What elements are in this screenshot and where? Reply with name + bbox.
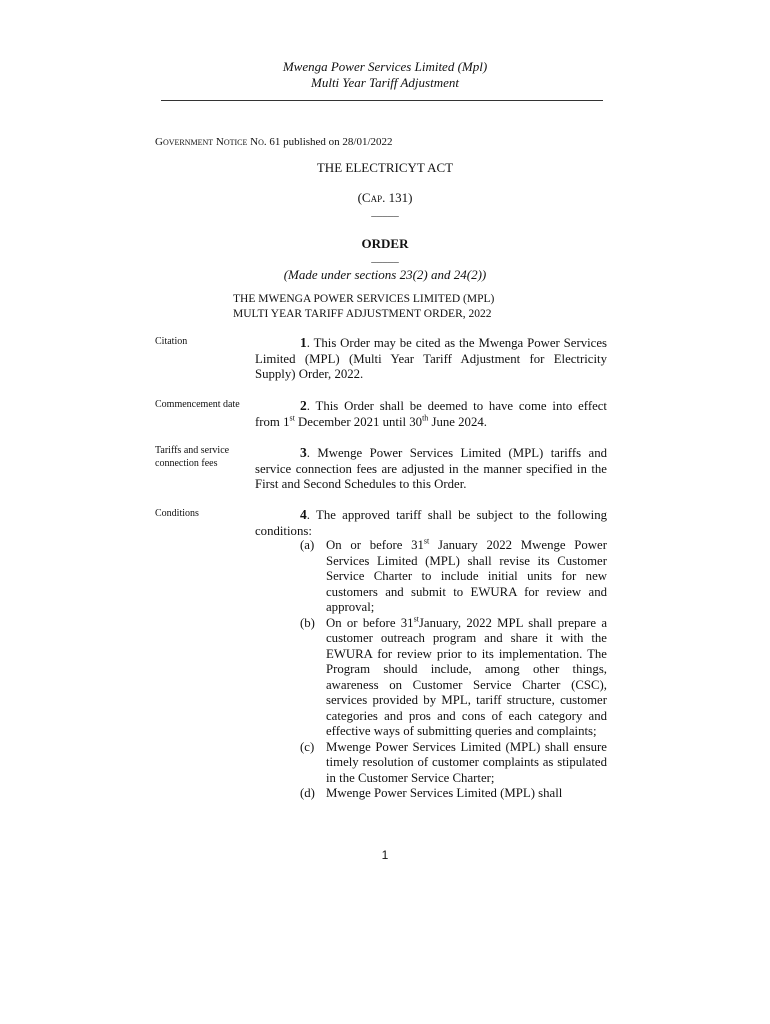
condition-text: January 2022 Mwenge Power Services Limited (MPL) shall revise its Customer Service Charter to include initial units for new customers and submit to EWURA for review and approval; xyxy=(326,538,607,614)
ordinal-suffix: st xyxy=(423,536,430,546)
margin-note-conditions: Conditions xyxy=(155,508,199,519)
condition-text: On or before 31 xyxy=(326,615,414,630)
condition-item xyxy=(300,538,607,616)
cap-label: Cap. xyxy=(361,190,386,205)
condition-item xyxy=(300,616,607,740)
section-text: . This Order shall be deemed to have come into effect from 1 xyxy=(255,399,607,429)
condition-label: (b) xyxy=(300,615,315,630)
condition-text: January, 2022 MPL shall prepare a customer outreach program and share it with the EWURA for review prior to its implementation. The Program should include, among other things, awareness on Customer Service Charter (CSC), services provided by MPL, tariff structure, customer categories and pros and cons of each category and effective ways of submitting queries and complaints; xyxy=(326,615,607,738)
order-title-line: MULTI YEAR TARIFF ADJUSTMENT ORDER, 2022 xyxy=(233,308,492,320)
condition-label: (c) xyxy=(300,739,315,754)
condition-label: (a) xyxy=(300,538,315,552)
ordinal-suffix: st xyxy=(289,413,295,423)
cap-open: ( xyxy=(357,190,362,205)
section-text: . Mwenge Power Services Limited (MPL) tariffs and service connection fees are adjusted in the manner specified in the First and Second Schedules to this Order. xyxy=(255,446,607,491)
government-notice xyxy=(155,136,393,148)
section-commencement xyxy=(255,398,607,430)
section-conditions xyxy=(255,507,607,539)
ordinal-suffix: st xyxy=(413,614,419,624)
running-header-title: Mwenga Power Services Limited (Mpl) xyxy=(282,59,488,74)
order-title-line: THE MWENGA POWER SERVICES LIMITED (MPL) xyxy=(233,293,495,305)
cap-number: 131) xyxy=(388,190,413,205)
margin-note-tariffs: Tariffs and service connection fees xyxy=(155,445,230,469)
section-text: December 2021 until 30 xyxy=(294,414,423,429)
condition-text: Mwenge Power Services Limited (MPL) shall ensure timely resolution of customer complaints as stipulated in the Customer Service Charter; xyxy=(326,739,607,785)
order-heading: ORDER xyxy=(361,236,409,251)
separator-dash: _____ xyxy=(371,206,399,218)
running-header-subtitle: Multi Year Tariff Adjustment xyxy=(311,75,459,90)
section-text: . This Order may be cited as the Mwenga Power Services Limited (MPL) (Multi Year Tariff Adjustment for Electricity Supply) Order, 2022. xyxy=(255,336,607,381)
made-under-note: (Made under sections 23(2) and 24(2)) xyxy=(283,267,487,282)
notice-number: 61 xyxy=(269,136,281,148)
margin-note-citation: Citation xyxy=(155,336,188,347)
chapter-reference xyxy=(0,190,770,206)
page-number: 1 xyxy=(381,848,389,862)
header-divider xyxy=(161,100,603,101)
order-title xyxy=(233,292,494,322)
act-title: THE ELECTRICYT ACT xyxy=(316,160,454,175)
notice-prefix: Government Notice No. xyxy=(155,136,267,148)
section-number: 2 xyxy=(300,398,307,413)
condition-item xyxy=(300,740,607,787)
notice-published: published on 28/01/2022 xyxy=(283,136,393,148)
section-text: June 2024. xyxy=(428,414,487,429)
section-tariffs xyxy=(255,445,607,493)
section-citation xyxy=(255,335,607,383)
section-number: 1 xyxy=(300,335,307,350)
section-number: 4 xyxy=(300,507,307,522)
ordinal-suffix: th xyxy=(422,413,429,423)
condition-text: On or before 31 xyxy=(326,538,424,552)
condition-text: Mwenge Power Services Limited (MPL) shall xyxy=(326,786,563,800)
conditions-list xyxy=(300,538,607,802)
separator-dash: _____ xyxy=(371,252,399,264)
condition-item xyxy=(300,786,607,802)
section-text: . The approved tariff shall be subject to the following conditions: xyxy=(255,508,607,538)
margin-note-commencement: Commencement date xyxy=(155,399,240,410)
section-number: 3 xyxy=(300,445,307,460)
condition-label: (d) xyxy=(300,786,315,800)
